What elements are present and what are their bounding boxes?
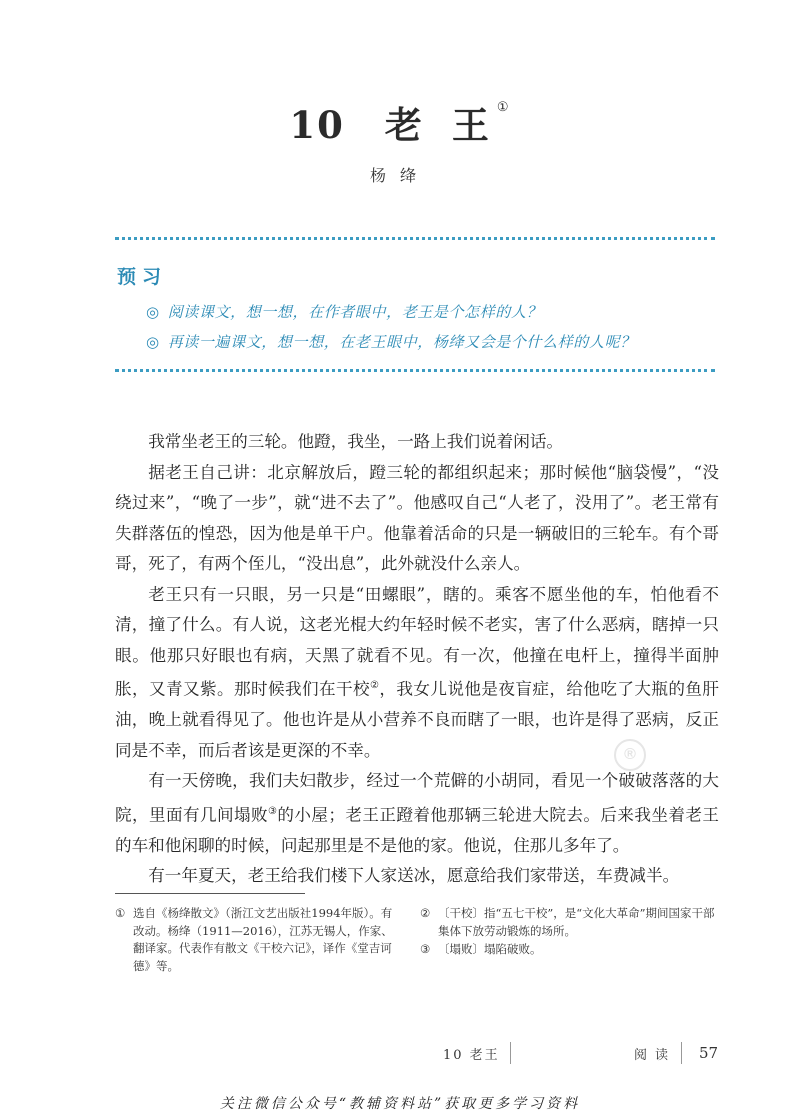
footer-separator [681,1042,682,1064]
paragraph: 有一年夏天，老王给我们楼下人家送冰，愿意给我们家带送，车费减半。 [148,866,680,886]
footnotes-right-column [420,905,720,960]
paragraph: 我常坐老王的三轮。他蹬，我坐，一路上我们说着闲话。 [148,432,564,451]
preview-heading: 预习 [117,266,168,288]
footnote-text: 〔干校〕指“五七干校”，是“文化大革命”期间国家干部集体下放劳动锻炼的场所。 [438,906,715,938]
article-body [115,427,719,892]
title-footnote-marker: ① [496,99,511,115]
footnote-ref: ③ [268,805,278,817]
preview-item [146,297,715,327]
title-char-1: 老 [384,103,424,147]
lesson-title [0,95,800,149]
paragraph-text: 老王只有一只眼，另一只是“田螺眼”，瞎的。乘客不愿坐他的车，怕他看不清，撞了什么。有人说，这老光棍大约年轻时候不老实，害了什么恶病，瞎掉一只眼。他那只好眼也有病，天黑了就看不见。有一次，他撞在电杆上，撞得半面肿胀，又青又紫。那时候我们在干校 [115,584,719,699]
author-name: 杨绛 [369,166,430,185]
footnote-divider [115,893,305,894]
footnote-number: ③ [420,942,431,956]
registered-trademark-icon: ® [614,739,646,771]
paragraph [115,766,719,861]
footnotes-left-column [115,905,400,976]
title-char-2: 王 [451,103,491,147]
preview-item-text: 再读一遍课文，想一想，在老王眼中，杨绛又会是个什么样的人呢？ [167,333,636,351]
paragraph: 据老王自己讲：北京解放后，蹬三轮的都组织起来；那时候他“脑袋慢”，“没绕过来”，“晚了一步”，就“进不去了”。他感叹自己“人老了，没用了”。老王常有失群落伍的惶恐，因为他是单干户。他靠着活命的只是一辆破旧的三轮车。有个哥哥，死了，有两个侄儿，“没出息”，此外就没什么亲人。 [115,462,719,573]
footnote-ref: ② [370,680,380,691]
footnote-text: 选自《杨绛散文》（浙江文艺出版社1994年版）。有改动。杨绛（1911—2016），江苏无锡人，作家、翻译家。代表作有散文《干校六记》，译作《堂吉诃德》等。 [133,906,393,973]
lesson-number: 10 [289,103,345,147]
preview-bottom-divider [115,369,715,372]
footnote [420,905,720,940]
preview-item [146,327,715,357]
paragraph-text: ，我女儿说他是夜盲症，给他吃了大瓶的鱼肝油，晚上就看得见了。他也许是从小营养不良而瞎了一眼，也许是得了恶病，反正同是不幸，而后者该是更深的不幸。 [115,679,720,760]
footnote [115,905,400,975]
paragraph-text: 有一天傍晚，我们夫妇散步，经过一个荒僻的小胡同，看见一个破破落落的大院，里面有几间塌败 [115,771,719,825]
page-footer [0,1044,800,1066]
page-number: 57 [699,1044,719,1062]
preview-item-text: 阅读课文，想一想，在作者眼中，老王是个怎样的人？ [167,303,543,321]
footnote-number: ① [115,906,126,920]
footnote-text: 〔塌败〕塌陷破败。 [438,942,542,956]
preview-section [115,262,715,357]
bullet-icon: ◎ [146,303,160,321]
bullet-icon: ◎ [146,333,160,351]
footer-lesson-label: 10 老王 [443,1048,500,1063]
footnote-number: ② [420,906,431,920]
footnote [420,941,720,959]
footer-section-label: 阅读 [634,1048,677,1063]
watermark-text: 关注微信公众号“教辅资料站”获取更多学习资料 [219,1096,581,1112]
preview-top-divider [115,237,715,240]
footer-separator [510,1042,511,1064]
paragraph-text: 的小屋；老王正蹬着他那辆三轮进大院去。后来我坐着老王的车和他闲聊的时候，问起那里是不是他的家。他说，住那儿多年了。 [115,805,720,855]
